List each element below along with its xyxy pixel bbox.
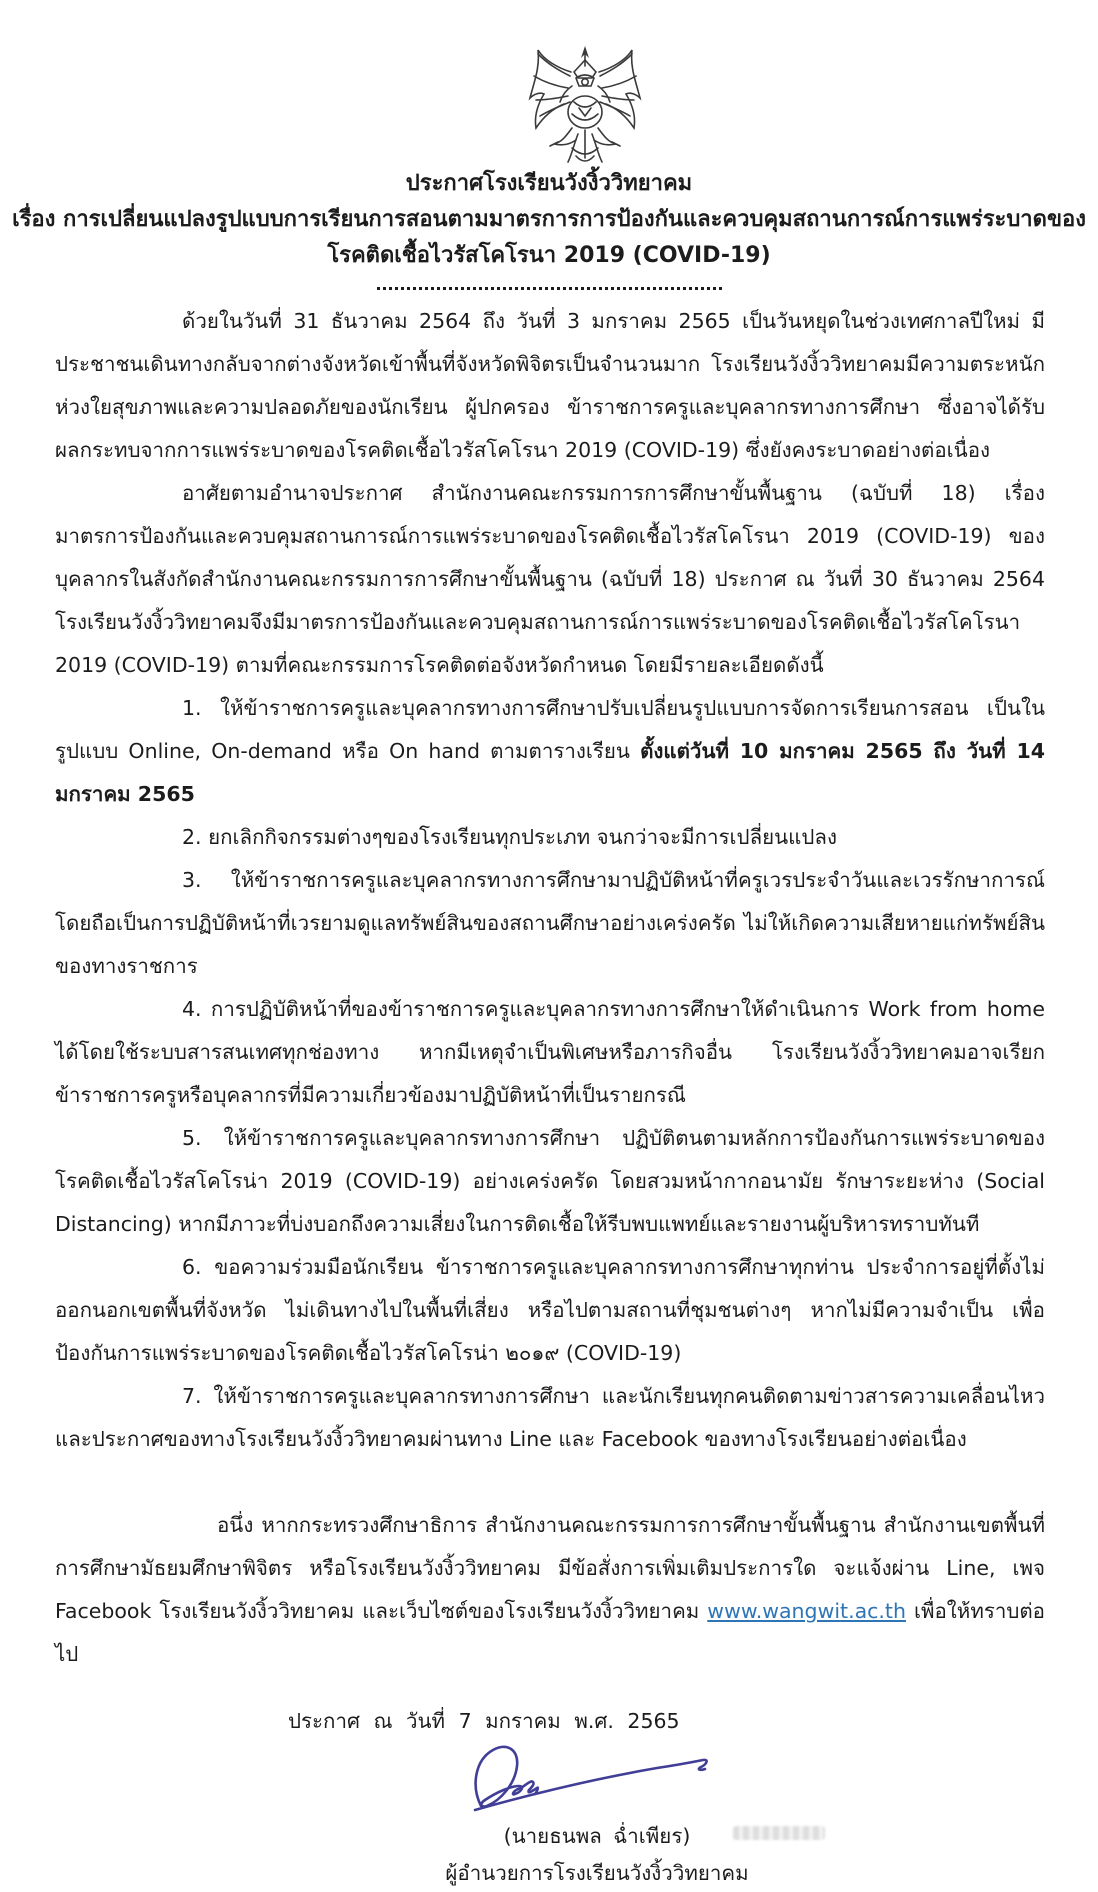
dotted-divider — [377, 277, 722, 290]
paragraph-intro: ด้วยในวันที่ 31 ธันวาคม 2564 ถึง วันที่ 3 มกราคม 2565 เป็นวันหยุดในช่วงเทศกาลปีใหม่ มีประชาชนเดินทางกลับจากต่างจังหวัดเข้าพื้นที่จังหวัดพิจิตรเป็นจำนวนมาก โรงเรียนวังงิ้ววิทยาคมมีความตระหนัก ห่วงใยสุขภาพและความปลอดภัยของนักเรียน ผู้ปกครอง ข้าราชการครูและบุคลากรทางการศึกษา ซึ่งอาจได้รับผลกระทบจากการแพร่ระบาดของโรคติดเชื้อไวรัสโคโรนา 2019 (COVID-19) ซึ่งยังคงระบาดอย่างต่อเนื่อง — [55, 309, 1045, 462]
signature-smudge — [733, 1826, 825, 1840]
list-item-2: 2. ยกเลิกกิจกรรมต่างๆของโรงเรียนทุกประเภท จนกว่าจะมีการเปลี่ยนแปลง — [182, 825, 837, 849]
closing-pre: อนึ่ง หากกระทรวงศึกษาธิการ สำนักงานคณะกรรมการการศึกษาขั้นพื้นฐาน สำนักงานเขตพื้นที่การศึกษามัธยมศึกษาพิจิตร หรือโรงเรียนวังงิ้ววิทยาคม มีข้อสั่งการเพิ่มเติมประการใด จะแจ้งผ่าน Line, เพจ Facebook โรงเรียนวังงิ้ววิทยาคม และเว็บไซต์ของโรงเรียนวังงิ้ววิทยาคม — [55, 1513, 1045, 1623]
signer-name: (นายธนพล ฉ่ำเพียร) — [503, 1824, 691, 1848]
signature-block — [317, 1740, 877, 1892]
list-item-6: 6. ขอความร่วมมือนักเรียน ข้าราชการครูและบุคลากรทางการศึกษาทุกท่าน ประจำการอยู่ที่ตั้งไม่ออกนอกเขตพื้นที่จังหวัด ไม่เดินทางไปในพื้นที่เสี่ยง หรือไปตามสถานที่ชุมชนต่างๆ หากไม่มีความจำเป็น เพื่อป้องกันการแพร่ระบาดของโรคติดเชื้อไวรัสโคโรน่า ๒๐๑๙ (COVID-19) — [55, 1255, 1045, 1365]
paragraph-authority: อาศัยตามอำนาจประกาศ สำนักงานคณะกรรมการการศึกษาขั้นพื้นฐาน (ฉบับที่ 18) เรื่อง มาตรการป้องกันและควบคุมสถานการณ์การแพร่ระบาดของโรคติดเชื้อไวรัสโคโรนา 2019 (COVID-19) ของบุคลากรในสังกัดสำนักงานคณะกรรมการการศึกษาขั้นพื้นฐาน (ฉบับที่ 18) ประกาศ ณ วันที่ 30 ธันวาคม 2564 โรงเรียนวังงิ้ววิทยาคมจึงมีมาตรการป้องกันและควบคุมสถานการณ์การแพร่ระบาดของโรคติดเชื้อไวรัสโคโรนา 2019 (COVID-19) ตามที่คณะกรรมการโรคติดต่อจังหวัดกำหนด โดยมีรายละเอียดดังนี้ — [55, 481, 1045, 677]
page-title: ประกาศโรงเรียนวังงิ้ววิทยาคม — [405, 171, 693, 196]
list-item-3: 3. ให้ข้าราชการครูและบุคลากรทางการศึกษามาปฏิบัติหน้าที่ครูเวรประจำวันและเวรรักษาการณ์ โดยถือเป็นการปฏิบัติหน้าที่เวรยามดูแลทรัพย์สินของสถานศึกษาอย่างเคร่งครัด ไม่ให้เกิดความเสียหายแก่ทรัพย์สินของทางราชการ — [55, 868, 1045, 978]
list-item-5: 5. ให้ข้าราชการครูและบุคลากรทางการศึกษา ปฏิบัติตนตามหลักการป้องกันการแพร่ระบาดของโรคติดเชื้อไวรัสโคโรน่า 2019 (COVID-19) อย่างเคร่งครัด โดยสวมหน้ากากอนามัย รักษาระยะห่าง (Social Distancing) หากมีภาวะที่บ่งบอกถึงความเสี่ยงในการติดเชื้อให้รีบพบแพทย์และรายงานผู้บริหารทราบทันที — [55, 1126, 1045, 1236]
closing-paragraph — [55, 1504, 1045, 1676]
subject-line-1: เรื่อง การเปลี่ยนแปลงรูปแบบการเรียนการสอนตามมาตรการการป้องกันและควบคุมสถานการณ์การแพร่ระบาดของ — [12, 207, 1086, 232]
website-link[interactable]: www.wangwit.ac.th — [707, 1599, 906, 1623]
garuda-emblem-icon — [524, 42, 646, 170]
list-item-1 — [55, 687, 1045, 816]
closing-post: เพื่อให้ทราบต่อไป — [55, 1599, 1045, 1666]
list-item-7: 7. ให้ข้าราชการครูและบุคลากรทางการศึกษา และนักเรียนทุกคนติดตามข่าวสารความเคลื่อนไหว และประกาศของทางโรงเรียนวังงิ้ววิทยาคมผ่านทาง Line และ Facebook ของทางโรงเรียนอย่างต่อเนื่อง — [55, 1384, 1045, 1451]
list-item-4: 4. การปฏิบัติหน้าที่ของข้าราชการครูและบุคลากรทางการศึกษาให้ดำเนินการ Work from home ได้โดยใช้ระบบสารสนเทศทุกช่องทาง หากมีเหตุจำเป็นพิเศษหรือภารกิจอื่น โรงเรียนวังงิ้ววิทยาคมอาจเรียกข้าราชการครูหรือบุคลากรที่มีความเกี่ยวข้องมาปฏิบัติหน้าที่เป็นรายกรณี — [55, 997, 1045, 1107]
date-range-bold: ตั้งแต่วันที่ 10 มกราคม 2565 ถึง วันที่ 14 มกราคม 2565 — [55, 739, 1045, 806]
document-body — [55, 300, 1045, 1676]
subject-line-2: โรคติดเชื้อไวรัสโคโรนา 2019 (COVID-19) — [327, 243, 771, 268]
list-item-1-text: 1. ให้ข้าราชการครูและบุคลากรทางการศึกษาปรับเปลี่ยนรูปแบบการจัดการเรียนการสอน เป็นในรูปแบบ Online, On-demand หรือ On hand ตามตารางเรียน — [55, 696, 1045, 763]
announcement-date-line: ประกาศ ณ วันที่ 7 มกราคม พ.ศ. 2565 — [288, 1709, 680, 1733]
signature-image — [467, 1740, 727, 1828]
signer-position: ผู้อำนวยการโรงเรียนวังงิ้ววิทยาคม — [445, 1861, 749, 1885]
